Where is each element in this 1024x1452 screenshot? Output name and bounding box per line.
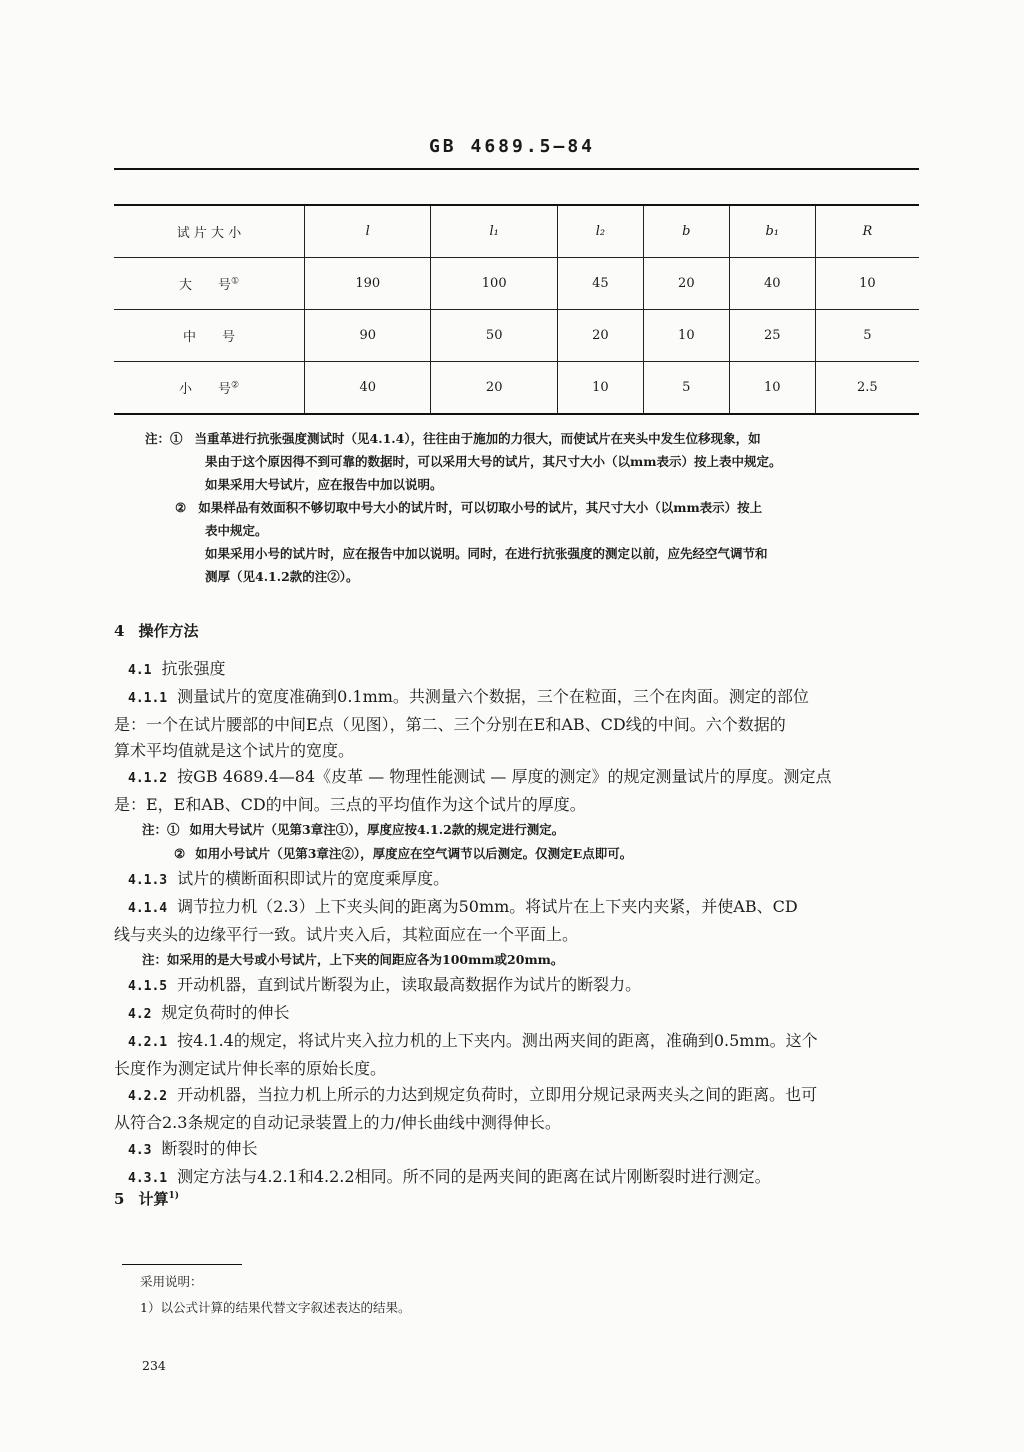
- note-1-mark: ①: [170, 431, 183, 446]
- table-cell: 100: [431, 258, 557, 310]
- page-number: 234: [142, 1358, 166, 1373]
- row-label: 大 号①: [114, 258, 305, 310]
- note-2-line: 如果采用小号的试片时，应在报告中加以说明。同时，在进行抗张强度的测定以前，应先经空气调节和: [205, 546, 768, 561]
- table-cell: 25: [729, 310, 815, 362]
- table-header-cell: R: [815, 205, 919, 258]
- paragraph-line: 是：E，E和AB、CD的中间。三点的平均值作为这个试片的厚度。: [114, 795, 586, 814]
- table-header-cell: l₁: [431, 205, 557, 258]
- table-cell: 90: [305, 310, 431, 362]
- paragraph-line: 试片的横断面积即试片的宽度乘厚度。: [177, 869, 450, 888]
- note-line: 如用小号试片（见第3章注②），厚度应在空气调节以后测定。仅测定E点即可。: [195, 846, 633, 861]
- table-cell: 20: [557, 310, 643, 362]
- subsection-4-2: 4.2 规定负荷时的伸长: [128, 1003, 290, 1022]
- table-cell: 10: [729, 362, 815, 415]
- table-notes: [145, 427, 935, 588]
- section-5-heading: 5 计算$^{1)}$: [114, 1190, 179, 1208]
- row-label: 中 号: [114, 310, 305, 362]
- table-cell: 2.5: [815, 362, 919, 415]
- table-header-row: [114, 205, 919, 258]
- table-cell: 45: [557, 258, 643, 310]
- paragraph-line: 线与夹头的边缘平行一致。试片夹入后，其粒面应在一个平面上。: [114, 925, 579, 944]
- document-header: GB 4689.5—84: [428, 136, 596, 157]
- table-header-cell: 试 片 大 小: [114, 205, 305, 258]
- note-2-line: 测厚（见4.1.2款的注②）。: [205, 569, 359, 584]
- table-cell: 50: [431, 310, 557, 362]
- table-cell: 40: [305, 362, 431, 415]
- row-label: 小 号②: [114, 362, 305, 415]
- paragraph-line: 测定方法与4.2.1和4.2.2相同。所不同的是两夹间的距离在试片刚断裂时进行测定。: [177, 1167, 771, 1186]
- paragraph-line: 从符合2.3条规定的自动记录装置上的力/伸长曲线中测得伸长。: [114, 1113, 561, 1132]
- note-2-mark: ②: [175, 500, 187, 515]
- table-row: [114, 310, 919, 362]
- note-line: 注：如采用的是大号或小号试片，上下夹的间距应各为100mm或20mm。: [142, 952, 564, 967]
- paragraph-line: 调节拉力机（2.3）上下夹头间的距离为50mm。将试片在上下夹内夹紧，并使AB、CD: [177, 897, 798, 916]
- table-row: [114, 362, 919, 415]
- note-line: 如用大号试片（见第3章注①），厚度应按4.1.2款的规定进行测定。: [189, 822, 565, 837]
- table-cell: 5: [643, 362, 729, 415]
- footnote-text: 1）以公式计算的结果代替文字叙述表达的结果。: [140, 1300, 411, 1315]
- note-1-line: 如果采用大号试片，应在报告中加以说明。: [205, 477, 443, 492]
- header-rule: [114, 168, 919, 170]
- table-cell: 10: [557, 362, 643, 415]
- table-row: [114, 258, 919, 310]
- table-header-cell: l₂: [557, 205, 643, 258]
- table-cell: 20: [431, 362, 557, 415]
- table-header-cell: b₁: [729, 205, 815, 258]
- table-cell: 5: [815, 310, 919, 362]
- table-cell: 40: [729, 258, 815, 310]
- table-header-cell: b: [643, 205, 729, 258]
- paragraph-line: 测量试片的宽度准确到0.1mm。共测量六个数据，三个在粒面，三个在肉面。测定的部位: [177, 687, 809, 706]
- paragraph-line: 算术平均值就是这个试片的宽度。: [114, 741, 355, 760]
- paragraph-line: 开动机器，当拉力机上所示的力达到规定负荷时，立即用分规记录两夹头之间的距离。也可: [177, 1085, 818, 1104]
- table-cell: 10: [815, 258, 919, 310]
- section-4-body: 4.1 抗张强度 4.1.1 测量试片的宽度准确到0.1mm。共测量六个数据，三个在粒面，三个在肉面。测定的部位 是：一个在试片腰部的中间E点（见图），第二、三个分别在E和AB、CD线的中间。六个数据的 算术平均值就是这个试片的宽度。 4.1.2 按GB 4689.4—84《皮革 — 物理性能测试 — 厚度的测定》的规定测量试片的厚度。测定点 是：E，E和AB、CD的中间。三点的平均值作为这个试片的厚度。 注：① 如用大号试片（见第3章注①），厚度应按4.1.2款的规定进行测定。 ② 如用小号试片（见第3章注②），厚度应在空气调节以后测定。仅测定E点即可。 4.1.3 试片的横断面积即试片的宽度乘厚度。 4.1.4 调节拉力机（2.3）上下夹头间的距离为50mm。将试片在上下夹内夹紧，并使AB、CD 线与夹头的边缘平行一致。试片夹入后，其粒面应在一个平面上。 注：如采用的是大号或小号试片，上下夹的间距应各为100mm或20mm。 4.1.5 开动机器，直到试片断裂为止，读取最高数据作为试片的断裂力。 4.2 规定负荷时的伸长 4.2.1 按4.1.4的规定，将试片夹入拉力机的上下夹内。测出两夹间的距离，准确到0.5mm。这个 长度作为测定试片伸长率的原始长度。 4.2.2 开动机器，当拉力机上所示的力达到规定负荷时，立即用分规记录两夹头之间的距离。也可 从符合2.3条规定的自动记录装置上的力/伸长曲线中测得伸长。 4.3 断裂时的伸长 4.3.1 测定方法与4.2.1和4.2.2相同。所不同的是两夹间的距离在试片刚断裂时进行测定。: [114, 656, 914, 1192]
- section-4-heading: 4 操作方法: [114, 622, 199, 640]
- paragraph-line: 按GB 4689.4—84《皮革 — 物理性能测试 — 厚度的测定》的规定测量试片的厚度。测定点: [177, 767, 832, 786]
- note-2-line: 表中规定。: [205, 523, 268, 538]
- paragraph-line: 按4.1.4的规定，将试片夹入拉力机的上下夹内。测出两夹间的距离，准确到0.5mm。这个: [177, 1031, 818, 1050]
- table-cell: 10: [643, 310, 729, 362]
- specimen-size-table: [114, 204, 919, 415]
- paragraph-line: 开动机器，直到试片断裂为止，读取最高数据作为试片的断裂力。: [177, 975, 642, 994]
- note-2-line: 如果样品有效面积不够切取中号大小的试片时，可以切取小号的试片，其尺寸大小（以mm表示）按上: [198, 500, 763, 515]
- note-1-line: 果由于这个原因得不到可靠的数据时，可以采用大号的试片，其尺寸大小（以mm表示）按上表中规定。: [205, 454, 782, 469]
- subsection-4-1: 4.1 抗张强度: [128, 659, 226, 678]
- table-cell: 190: [305, 258, 431, 310]
- footnote-title: 采用说明：: [140, 1274, 203, 1289]
- note-1-line: 当重革进行抗张强度测试时（见4.1.4），往往由于施加的力很大，而使试片在夹头中发生位移现象，如: [194, 431, 761, 446]
- paragraph-line: 长度作为测定试片伸长率的原始长度。: [114, 1059, 387, 1078]
- footnote-rule: [122, 1264, 242, 1265]
- subsection-4-3: 4.3 断裂时的伸长: [128, 1139, 258, 1158]
- table-cell: 20: [643, 258, 729, 310]
- notes-prefix: 注：: [145, 431, 171, 446]
- paragraph-line: 是：一个在试片腰部的中间E点（见图），第二、三个分别在E和AB、CD线的中间。六个数据的: [114, 715, 786, 734]
- table-header-cell: l: [305, 205, 431, 258]
